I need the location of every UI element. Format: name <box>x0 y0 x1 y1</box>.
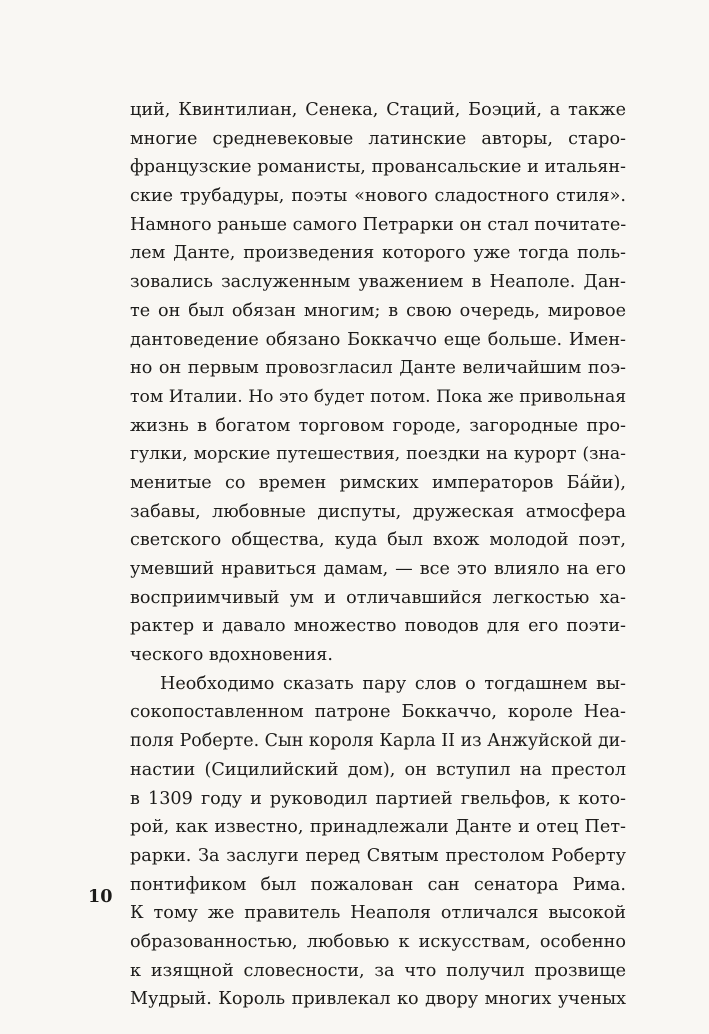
text-line: светского общества, куда был вхож молодой поэт, <box>130 530 626 551</box>
page-number: 10 <box>88 886 113 907</box>
text-line: восприимчивый ум и отличавшийся легкостью ха- <box>130 587 626 608</box>
text-line: образованностью, любовью к искусствам, особенно <box>130 931 626 952</box>
text-line: настии (Сицилийский дом), он вступил на престол <box>130 759 626 780</box>
text-line: поля Роберте. Сын короля Карла II из Анжуйской ди- <box>130 731 626 752</box>
paragraph-start-line: Необходимо сказать пару слов о тогдашнем вы- <box>160 673 626 694</box>
text-line: понтификом был пожалован сан сенатора Рима. <box>130 874 626 895</box>
text-line: Намного раньше самого Петрарки он стал почитате- <box>130 214 626 235</box>
text-line: рарки. За заслуги перед Святым престолом Роберту <box>130 845 626 866</box>
text-line: менитые со времен римских императоров Бáйи), <box>130 472 626 493</box>
text-line: жизнь в богатом торговом городе, загородные про- <box>130 415 626 436</box>
text-line: но он первым провозгласил Данте величайшим поэ- <box>130 358 626 379</box>
text-line: лем Данте, произведения которого уже тогда поль- <box>130 243 626 264</box>
text-line: зовались заслуженным уважением в Неаполе. Дан- <box>130 272 626 293</box>
text-line: умевший нравиться дамам, — все это влияло на его <box>130 559 626 579</box>
text-line: К тому же правитель Неаполя отличался высокой <box>130 903 626 924</box>
body-text <box>130 96 626 1014</box>
text-line: французские романисты, провансальские и итальян- <box>130 157 626 178</box>
text-line: рой, как известно, принадлежали Данте и отец Пет- <box>130 817 626 838</box>
text-line: рактер и давало множество поводов для его поэти- <box>130 616 626 637</box>
text-line: том Италии. Но это будет потом. Пока же привольная <box>130 386 626 407</box>
text-line: в 1309 году и руководил партией гвельфов, к кото- <box>130 788 626 809</box>
text-line: те он был обязан многим; в свою очередь, мировое <box>130 300 626 321</box>
text-line: к изящной словесности, за что получил прозвище <box>130 960 626 981</box>
text-line: дантоведение обязано Боккаччо еще больше. Имен- <box>130 329 626 350</box>
text-line: сокопоставленном патроне Боккаччо, короле Неа- <box>130 702 626 723</box>
text-line: многие средневековые латинские авторы, старо- <box>130 128 626 149</box>
text-line: забавы, любовные диспуты, дружеская атмосфера <box>130 501 626 522</box>
text-line: Мудрый. Король привлекал ко двору многих ученых <box>130 989 626 1010</box>
text-line: гулки, морские путешествия, поездки на курорт (зна- <box>130 444 626 465</box>
text-line: ческого вдохновения. <box>130 645 333 666</box>
text-line: ские трубадуры, поэты «нового сладостного стиля». <box>130 186 626 207</box>
text-line: ций, Квинтилиан, Сенека, Стаций, Боэций, а также <box>130 100 626 120</box>
